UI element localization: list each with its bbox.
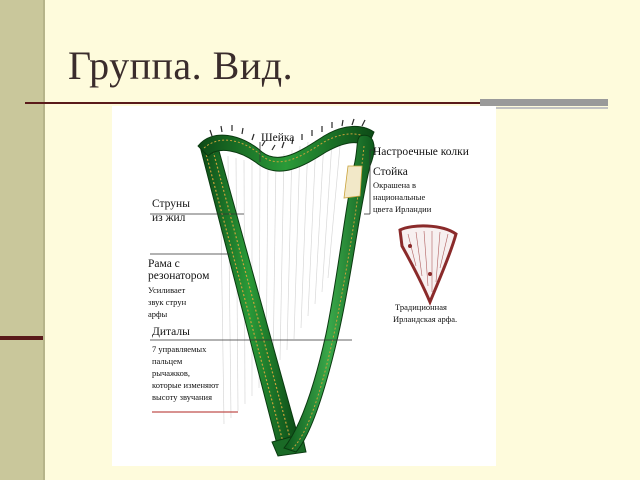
harp-body [200,140,306,456]
label-pillar-note-2: национальные [373,192,426,202]
label-neck: Шейка [261,132,295,144]
slide-title: Группа. Вид. [68,43,294,88]
label-traditional-2: Ирландская арфа. [393,314,458,324]
label-pillar-note-3: цвета Ирландии [373,204,432,214]
label-pedals: Диталы [152,326,190,338]
label-traditional-1: Традиционная [395,302,447,312]
title-rule-accent-shadow [480,107,608,109]
label-pedals-note-2: пальцем [152,356,183,366]
label-frame-note-3: арфы [148,309,168,319]
small-traditional-harp [400,226,456,302]
side-tick [0,336,43,340]
label-frame-1: Рама с [148,258,180,270]
label-frame-2: резонатором [148,270,210,282]
title-rule-accent [480,99,608,106]
label-frame-note-2: звук струн [148,297,187,307]
label-pedals-note-3: рычажков, [152,368,190,378]
side-band-edge [43,0,45,480]
harp-neck [198,119,374,171]
label-pedals-note-5: высоту звучания [152,392,212,402]
label-strings-2: из жил [152,212,186,224]
side-band [0,0,43,480]
label-strings-1: Струны [152,198,190,210]
label-pedals-note-4: которые изменяют [152,380,219,390]
label-tuning-pegs: Настроечные колки [373,146,469,158]
label-frame-note-1: Усиливает [148,285,186,295]
label-pillar: Стойка [373,166,408,178]
label-pillar-note-1: Окрашена в [373,180,417,190]
label-pedals-note-1: 7 управляемых [152,344,207,354]
diagram-panel [112,106,496,466]
